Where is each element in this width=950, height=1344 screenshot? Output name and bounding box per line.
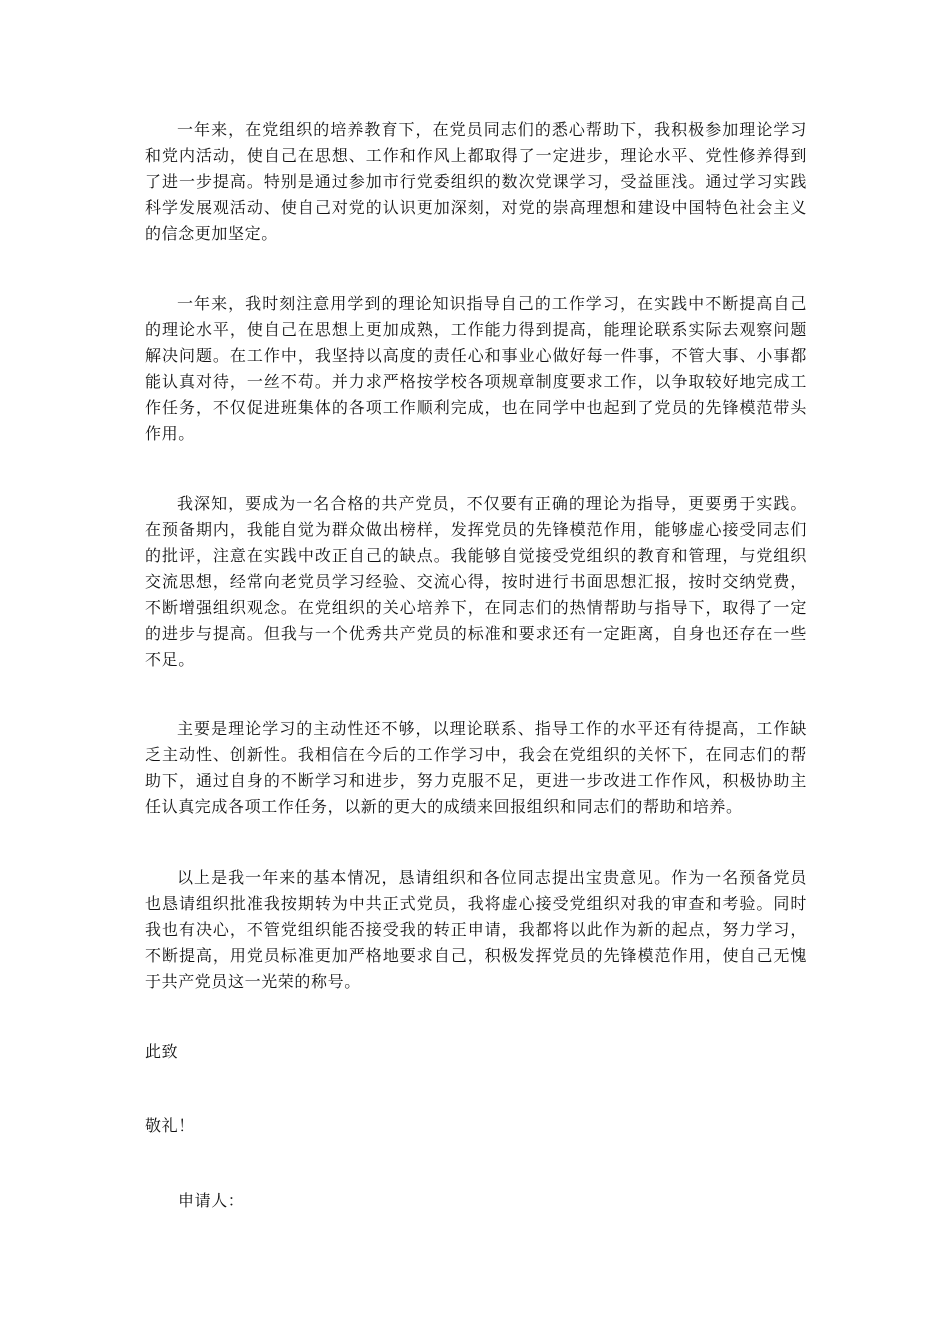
applicant-label: 申请人： bbox=[178, 1191, 245, 1210]
closing-salutation: 此致 bbox=[145, 1042, 179, 1061]
paragraph-3: 我深知，要成为一名合格的共产党员，不仅要有正确的理论为指导，更要勇于实践。在预备期内，我能自觉为群众做出榜样，发挥党员的先锋模范作用，能够虚心接受同志们的批评，注意在实践中改正自己的缺点。我能够自觉接受党组织的教育和管理，与党组织交流思想，经常向老党员学习经验、交流心得，按时进行书面思想汇报，按时交纳党费，不断增强组织观念。在党组织的关心培养下，在同志们的热情帮助与指导下，取得了一定的进步与提高。但我与一个优秀共产党员的标准和要求还有一定距离，自身也还存在一些不足。 bbox=[145, 494, 807, 669]
paragraph-2: 一年来，我时刻注意用学到的理论知识指导自己的工作学习，在实践中不断提高自己的理论水平，使自己在思想上更加成熟，工作能力得到提高，能理论联系实际去观察问题解决问题。在工作中，我坚持以高度的责任心和事业心做好每一件事，不管大事、小事都能认真对待，一丝不苟。并力求严格按学校各项规章制度要求工作，以争取较好地完成工作任务，不仅促进班集体的各项工作顺利完成，也在同学中也起到了党员的先锋模范带头作用。 bbox=[145, 294, 807, 443]
closing-regards: 敬礼！ bbox=[145, 1116, 195, 1135]
paragraph-4: 主要是理论学习的主动性还不够，以理论联系、指导工作的水平还有待提高，工作缺乏主动性、创新性。我相信在今后的工作学习中，我会在党组织的关怀下，在同志们的帮助下，通过自身的不断学习和进步，努力克服不足，更进一步改进工作作风，积极协助主任认真完成各项工作任务，以新的更大的成绩来回报组织和同志们的帮助和培养。 bbox=[145, 719, 807, 816]
paragraph-1: 一年来，在党组织的培养教育下，在党员同志们的悉心帮助下，我积极参加理论学习和党内活动，使自己在思想、工作和作风上都取得了一定进步，理论水平、党性修养得到了进一步提高。特别是通过参加市行党委组织的数次党课学习，受益匪浅。通过学习实践科学发展观活动、使自己对党的认识更加深刻，对党的崇高理想和建设中国特色社会主义的信念更加坚定。 bbox=[145, 120, 807, 243]
paragraph-5: 以上是我一年来的基本情况，恳请组织和各位同志提出宝贵意见。作为一名预备党员也恳请组织批准我按期转为中共正式党员，我将虚心接受党组织对我的审查和考验。同时我也有决心，不管党组织能否接受我的转正申请，我都将以此作为新的起点，努力学习，不断提高，用党员标准更加严格地要求自己，积极发挥党员的先锋模范作用，使自己无愧于共产党员这一光荣的称号。 bbox=[145, 868, 807, 991]
